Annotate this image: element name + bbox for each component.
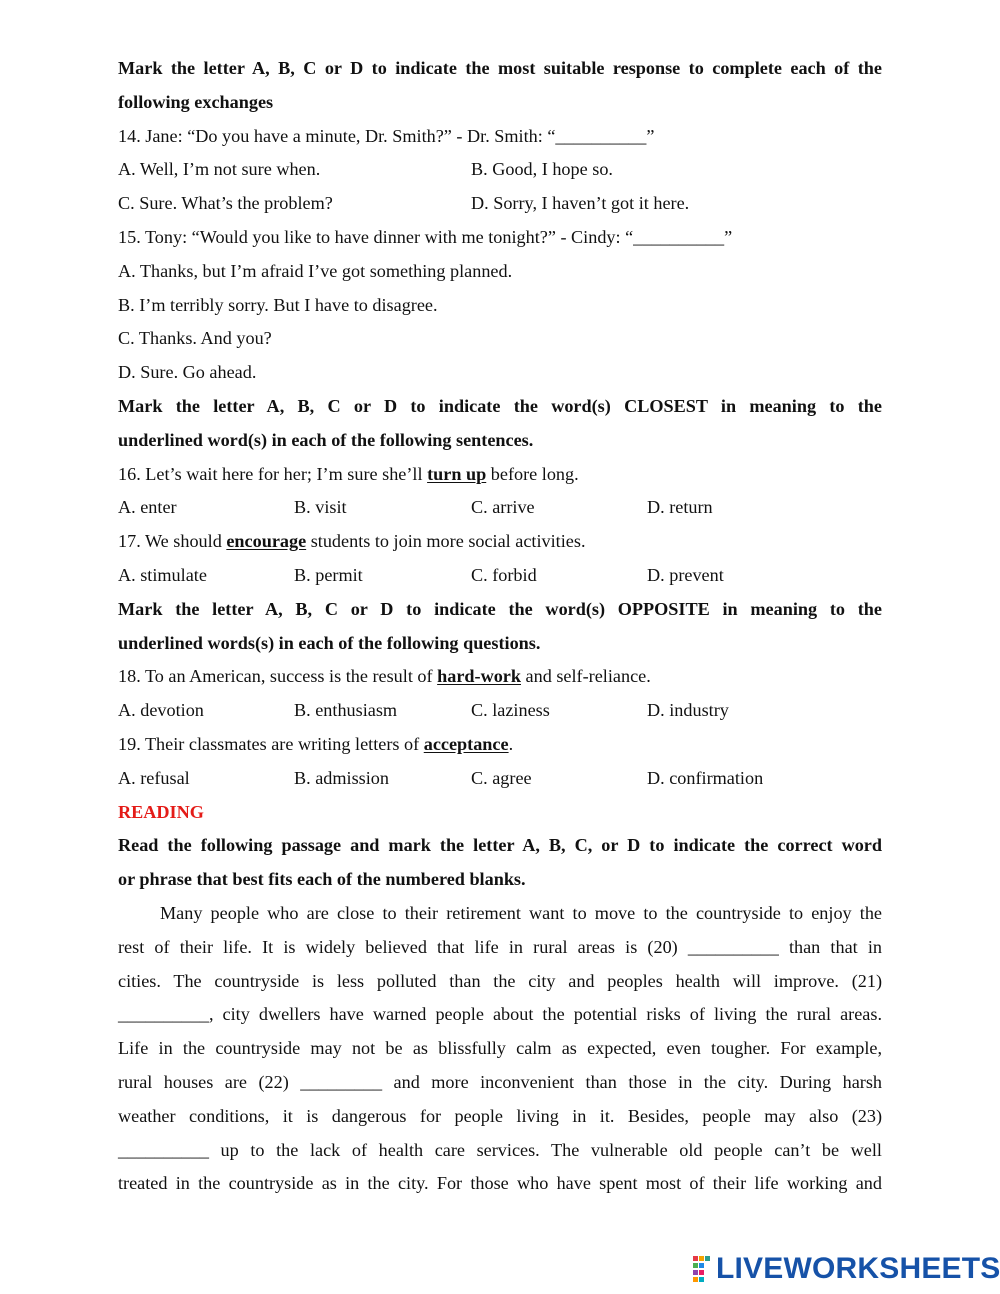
q17-option-a[interactable]: A. stimulate bbox=[118, 564, 207, 585]
q15-option-b[interactable]: B. I’m terribly sorry. But I have to disagree. bbox=[118, 294, 438, 315]
q18-option-d[interactable]: D. industry bbox=[647, 700, 729, 721]
q19-option-a[interactable]: A. refusal bbox=[118, 767, 190, 788]
reading-instruction: Read the following passage and mark the letter A, B, C, or D to indicate the correct word bbox=[118, 835, 882, 856]
q16-underlined-word: turn up bbox=[427, 463, 487, 484]
q19-text-after: . bbox=[508, 733, 514, 754]
brand-name: LIVEWORKSHEETS bbox=[716, 1252, 1000, 1285]
passage-line: cities. The countryside is less polluted than the city and peoples health will improve. (21) bbox=[118, 970, 882, 991]
reading-instruction-cont: or phrase that best fits each of the numbered blanks. bbox=[118, 869, 526, 890]
exchanges-instruction: Mark the letter A, B, C or D to indicate the most suitable response to complete each of the bbox=[118, 58, 882, 78]
q16-option-a[interactable]: A. enter bbox=[118, 497, 177, 518]
question-14-stem: 14. Jane: “Do you have a minute, Dr. Smith?” - Dr. Smith: “__________” bbox=[118, 125, 655, 146]
question-15-stem: 15. Tony: “Would you like to have dinner with me tonight?” - Cindy: “__________” bbox=[118, 226, 733, 247]
q17-underlined-word: encourage bbox=[226, 531, 307, 552]
passage-line: weather conditions, it is dangerous for people living in it. Besides, people may also (23) bbox=[118, 1105, 882, 1126]
closest-instruction-cont: underlined word(s) in each of the following sentences. bbox=[118, 429, 534, 450]
passage-line: __________, city dwellers have warned people about the potential risks of living the rural areas. bbox=[118, 1004, 882, 1025]
question-16-stem bbox=[118, 458, 882, 492]
passage-line: rest of their life. It is widely believed that life in rural areas is (20) __________ than that in bbox=[118, 936, 882, 957]
q17-text-before: 17. We should bbox=[118, 531, 227, 552]
q16-option-b[interactable]: B. visit bbox=[294, 497, 347, 518]
q16-option-d[interactable]: D. return bbox=[647, 497, 713, 518]
q14-option-d[interactable]: D. Sorry, I haven’t got it here. bbox=[471, 193, 690, 214]
passage-line: Many people who are close to their retirement want to move to the countryside to enjoy the bbox=[160, 902, 882, 923]
question-18-stem bbox=[118, 660, 882, 694]
q16-text-before: 16. Let’s wait here for her; I’m sure she’ll bbox=[118, 463, 428, 484]
q19-option-d[interactable]: D. confirmation bbox=[647, 767, 764, 788]
q19-option-b[interactable]: B. admission bbox=[294, 767, 389, 788]
closest-instruction: Mark the letter A, B, C or D to indicate the word(s) CLOSEST in meaning to the bbox=[118, 395, 882, 416]
exchanges-instruction-cont: following exchanges bbox=[118, 91, 274, 112]
q14-option-c[interactable]: C. Sure. What’s the problem? bbox=[118, 193, 333, 214]
question-19-stem bbox=[118, 728, 882, 762]
q19-text-before: 19. Their classmates are writing letters of bbox=[118, 733, 424, 754]
q19-underlined-word: acceptance bbox=[423, 733, 509, 754]
q17-option-b[interactable]: B. permit bbox=[294, 564, 363, 585]
passage-line: __________ up to the lack of health care services. The vulnerable old people can’t be well bbox=[118, 1139, 882, 1160]
q16-text-after: before long. bbox=[486, 463, 579, 484]
opposite-instruction: Mark the letter A, B, C or D to indicate the word(s) OPPOSITE in meaning to the bbox=[118, 598, 882, 619]
question-18-options bbox=[118, 694, 882, 728]
question-17-options bbox=[118, 559, 882, 593]
passage-line: rural houses are (22) _________ and more inconvenient than those in the city. During harsh bbox=[118, 1071, 882, 1092]
q19-option-c[interactable]: C. agree bbox=[471, 767, 532, 788]
question-17-stem bbox=[118, 525, 882, 559]
q18-text-after: and self-reliance. bbox=[521, 666, 651, 687]
q16-option-c[interactable]: C. arrive bbox=[471, 497, 535, 518]
worksheet-page bbox=[118, 52, 882, 1201]
q14-option-a[interactable]: A. Well, I’m not sure when. bbox=[118, 159, 321, 180]
question-14-options-row1 bbox=[118, 153, 882, 187]
liveworksheets-logo-icon bbox=[693, 1256, 713, 1282]
question-16-options bbox=[118, 491, 882, 525]
question-14-options-row2 bbox=[118, 187, 882, 221]
q18-underlined-word: hard-work bbox=[437, 666, 521, 687]
q18-option-b[interactable]: B. enthusiasm bbox=[294, 700, 398, 721]
opposite-instruction-cont: underlined words(s) in each of the following questions. bbox=[118, 632, 541, 653]
q15-option-c[interactable]: C. Thanks. And you? bbox=[118, 328, 272, 349]
passage-line: treated in the countryside as in the city. For those who have spent most of their life working and bbox=[118, 1173, 882, 1194]
q18-option-a[interactable]: A. devotion bbox=[118, 700, 204, 721]
q15-option-d[interactable]: D. Sure. Go ahead. bbox=[118, 362, 257, 383]
q14-option-b[interactable]: B. Good, I hope so. bbox=[471, 159, 613, 180]
q18-text-before: 18. To an American, success is the result of bbox=[118, 666, 438, 687]
q17-text-after: students to join more social activities. bbox=[306, 531, 586, 552]
liveworksheets-brand[interactable] bbox=[693, 1252, 1000, 1286]
passage-line: Life in the countryside may not be as blissfully calm as expected, even tougher. For example, bbox=[118, 1038, 882, 1059]
q17-option-c[interactable]: C. forbid bbox=[471, 564, 537, 585]
reading-heading: READING bbox=[118, 801, 204, 822]
q15-option-a[interactable]: A. Thanks, but I’m afraid I’ve got something planned. bbox=[118, 260, 513, 281]
q17-option-d[interactable]: D. prevent bbox=[647, 564, 724, 585]
q18-option-c[interactable]: C. laziness bbox=[471, 700, 550, 721]
question-19-options bbox=[118, 762, 882, 796]
